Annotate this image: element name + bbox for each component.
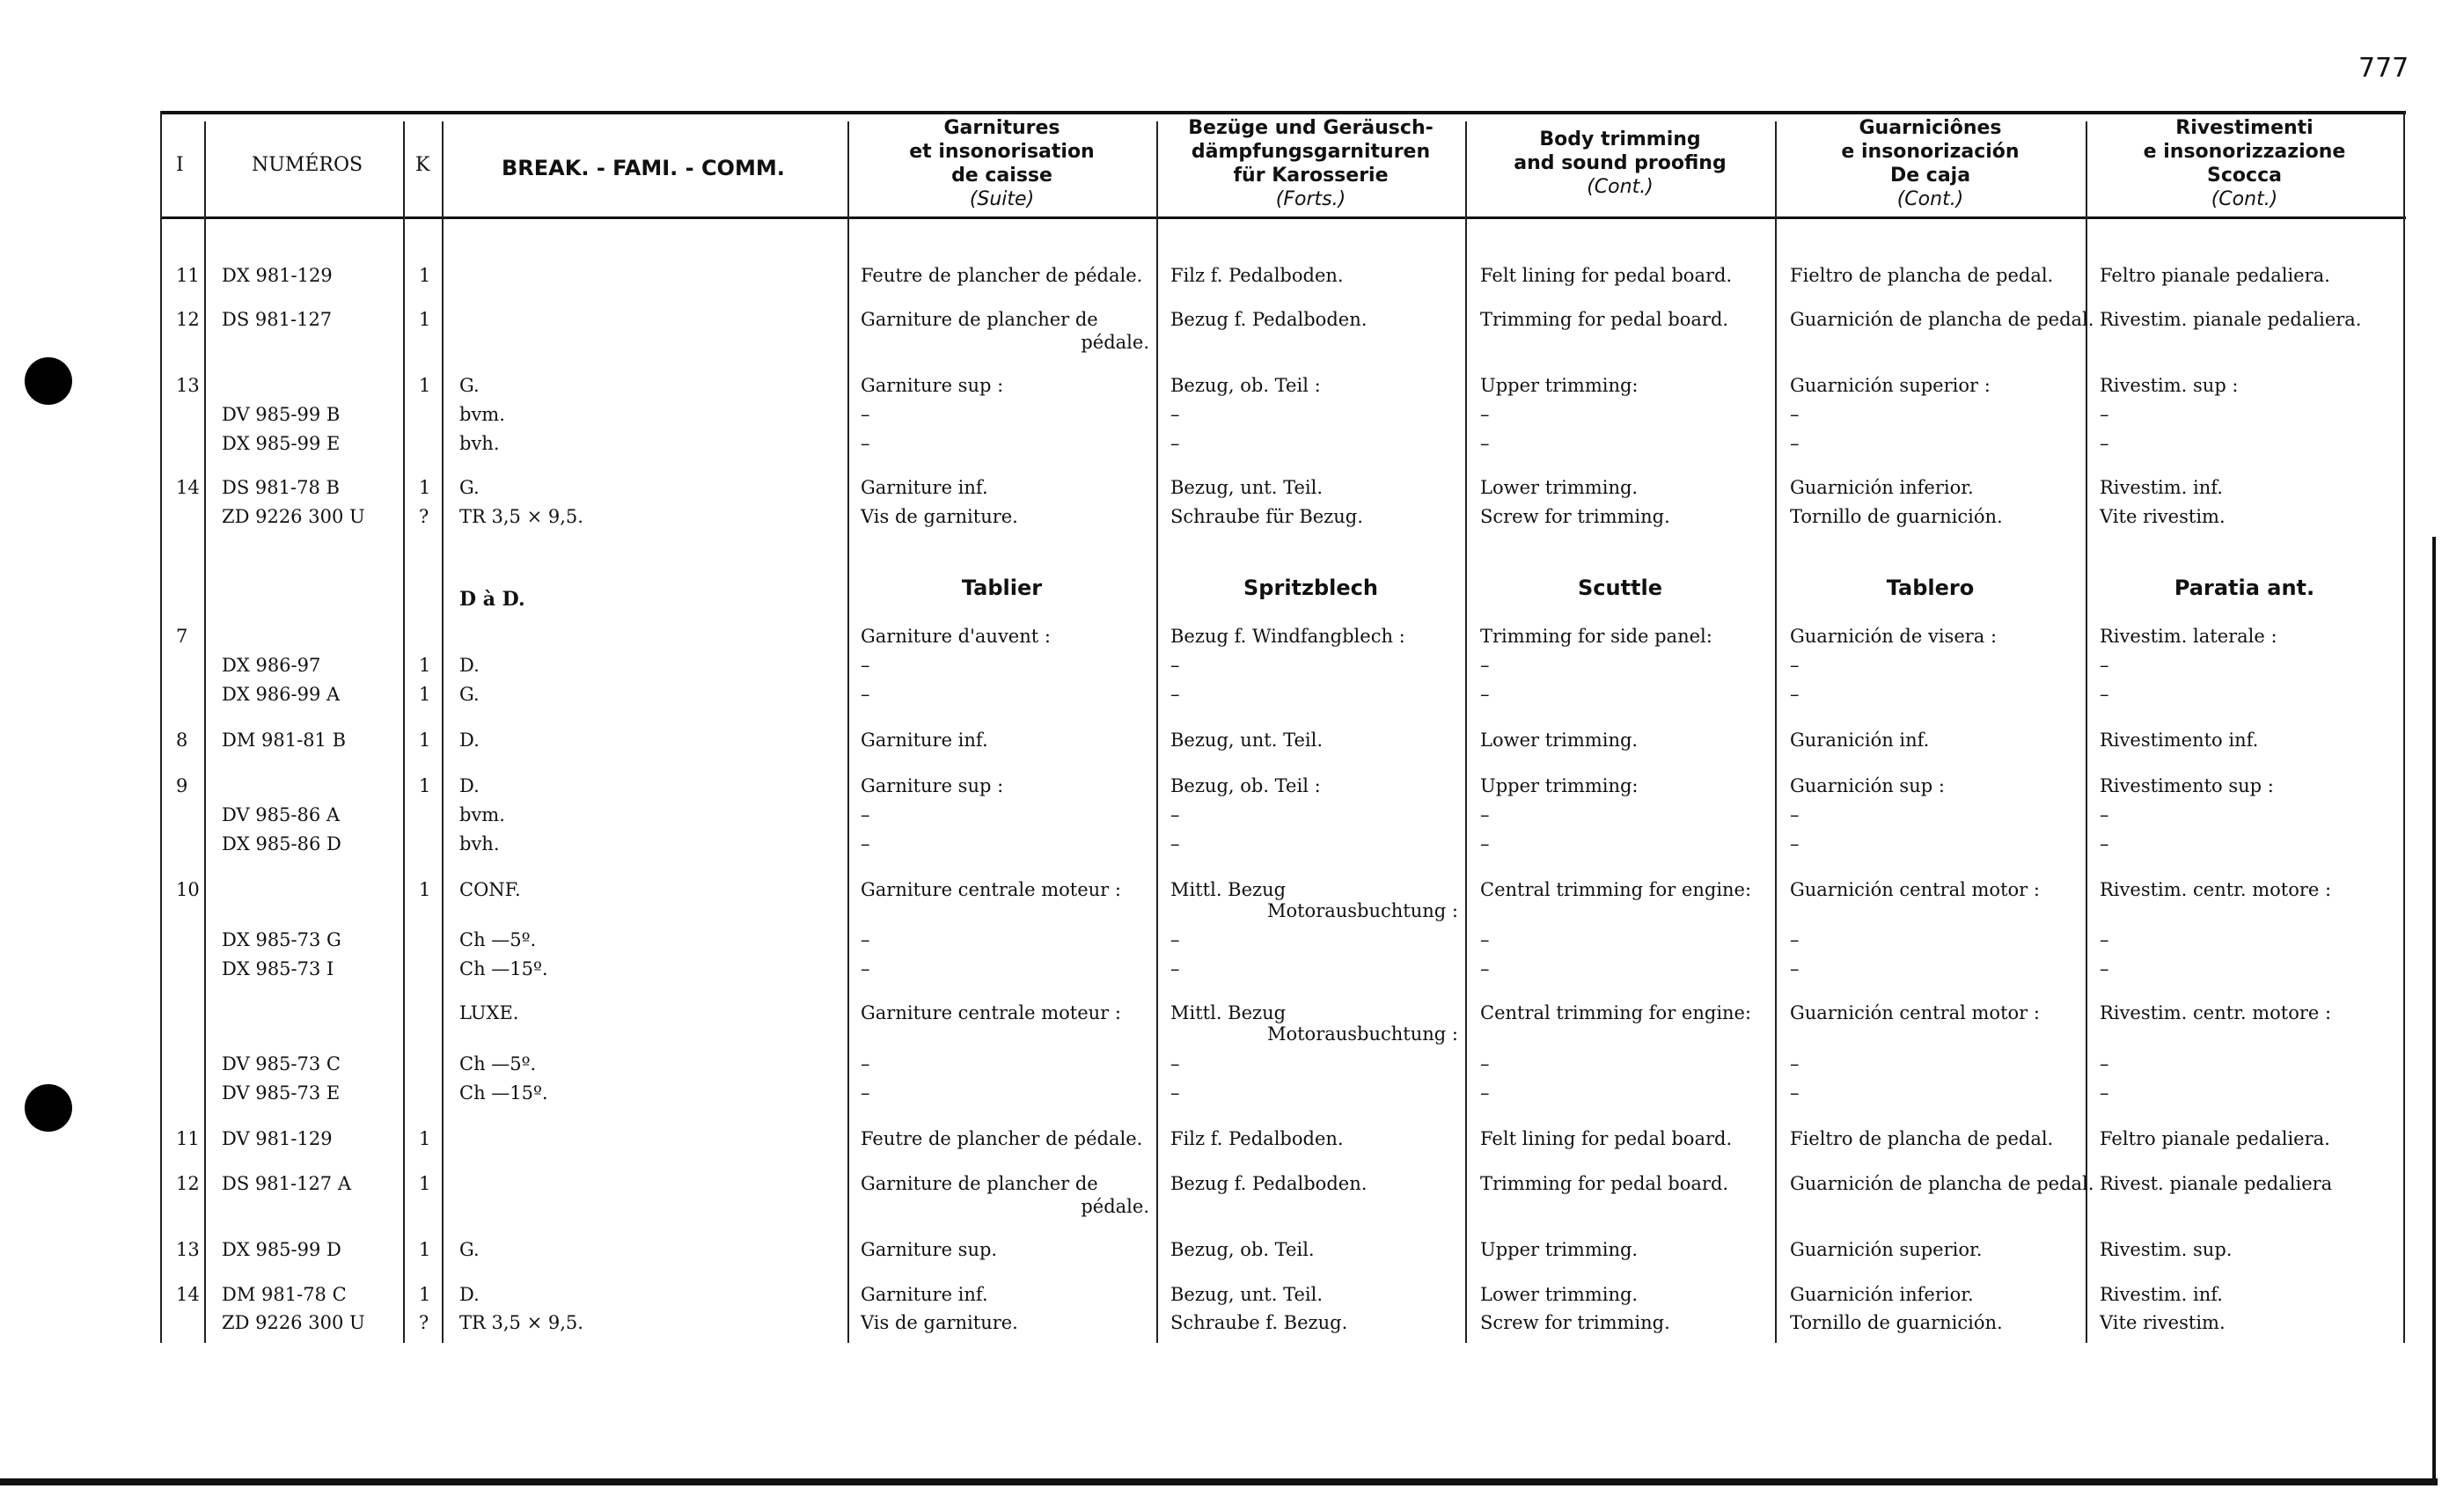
row-variant: CONF. (459, 879, 521, 900)
col-sep-numeros (403, 121, 405, 1343)
desc-de: Bezug, ob. Teil : (1170, 775, 1321, 796)
row-index: 11 (176, 1128, 200, 1149)
desc-es: – (1790, 958, 1800, 979)
desc-en: Central trimming for engine: (1480, 1002, 1752, 1023)
desc-de: – (1170, 958, 1180, 979)
table-top-border (160, 111, 2406, 114)
desc-en: Screw for trimming. (1480, 1312, 1670, 1333)
header-col-es: Guarniciônes e insonorización De caja (Cont.) (1841, 117, 2020, 210)
desc-de: Bezug f. Pedalboden. (1170, 1173, 1368, 1194)
desc-es: – (1790, 1082, 1800, 1104)
desc-it: Rivestim. laterale : (2100, 626, 2277, 647)
part-number: DV 985-73 E (222, 1082, 341, 1104)
row-quantity: 1 (419, 265, 431, 286)
row-quantity: 1 (419, 477, 431, 498)
part-number: DS 981-127 (222, 309, 333, 330)
desc-es: Guarnición inferior. (1790, 1284, 1974, 1305)
header-col-break: BREAK. - FAMI. - COMM. (502, 156, 785, 180)
desc-fr: Garniture centrale moteur : (861, 879, 1121, 900)
desc-en: – (1480, 433, 1490, 454)
desc-fr: – (861, 655, 870, 676)
row-index: 13 (176, 375, 200, 396)
desc-de: Bezug, unt. Teil. (1170, 1284, 1323, 1305)
desc-fr: Feutre de plancher de pédale. (861, 1128, 1143, 1149)
desc-de: Bezug, unt. Teil. (1170, 730, 1323, 751)
row-variant: D. (459, 1284, 480, 1305)
row-variant: bvh. (459, 833, 500, 854)
desc-en: Upper trimming: (1480, 775, 1639, 796)
desc-es: Guarnición de visera : (1790, 626, 1998, 647)
desc-en: – (1480, 958, 1490, 979)
col-sep-right (2403, 111, 2405, 1343)
desc-it: – (2100, 804, 2109, 825)
desc-en: Lower trimming. (1480, 477, 1639, 498)
part-number: DX 981-129 (222, 265, 333, 286)
row-quantity: 1 (419, 1239, 431, 1260)
desc-it: Feltro pianale pedaliera. (2100, 1128, 2330, 1149)
desc-it: – (2100, 1053, 2109, 1074)
desc-es: – (1790, 655, 1800, 676)
row-variant: bvm. (459, 804, 505, 825)
desc-it: Rivestimento inf. (2100, 730, 2259, 751)
desc-de: Filz f. Pedalboden. (1170, 265, 1344, 286)
desc-de: Bezug, ob. Teil. (1170, 1239, 1315, 1260)
desc-fr: – (861, 404, 870, 425)
desc-en: Trimming for pedal board. (1480, 309, 1729, 330)
header-col-i: I (176, 154, 184, 176)
desc-en: Central trimming for engine: (1480, 879, 1752, 900)
desc-fr: Vis de garniture. (861, 1312, 1018, 1333)
section-tablier-fr: Tablier (961, 576, 1043, 600)
desc-fr: Garniture sup. (861, 1239, 998, 1260)
desc-it: Rivestim. sup : (2100, 375, 2239, 396)
desc-it: Vite rivestim. (2100, 506, 2226, 527)
row-index: 12 (176, 1173, 200, 1194)
row-quantity: 1 (419, 655, 431, 676)
row-index: 7 (176, 626, 188, 647)
row-variant: D. (459, 655, 480, 676)
desc-it: – (2100, 433, 2109, 454)
desc-fr: – (861, 958, 870, 979)
part-number: DM 981-81 B (222, 730, 347, 751)
part-number: ZD 9226 300 U (222, 506, 365, 527)
desc-de-continued: Motorausbuchtung : (1266, 900, 1458, 921)
row-quantity: 1 (419, 375, 431, 396)
desc-it: – (2100, 684, 2109, 705)
desc-en: – (1480, 804, 1490, 825)
desc-de: – (1170, 684, 1180, 705)
row-index: 9 (176, 775, 188, 796)
desc-de: – (1170, 1053, 1180, 1074)
desc-es: Guarnición central motor : (1790, 879, 2040, 900)
desc-de: – (1170, 655, 1180, 676)
section-tablier-it: Paratia ant. (2174, 576, 2315, 600)
desc-en: – (1480, 404, 1490, 425)
desc-it: Rivestimento sup : (2100, 775, 2274, 796)
desc-en: – (1480, 684, 1490, 705)
row-variant: TR 3,5 × 9,5. (459, 1312, 583, 1333)
part-number: DS 981-127 A (222, 1173, 351, 1194)
section-tablier-de: Spritzblech (1243, 576, 1378, 600)
desc-es: Fieltro de plancha de pedal. (1790, 265, 2054, 286)
desc-es: – (1790, 404, 1800, 425)
part-number: DX 985-73 G (222, 929, 341, 950)
row-variant: Ch —5º. (459, 929, 537, 950)
row-index: 12 (176, 309, 200, 330)
col-sep-fr (1156, 121, 1158, 1343)
desc-de: Bezug, unt. Teil. (1170, 477, 1323, 498)
header-col-de: Bezüge und Geräusch- dämpfungsgarnituren für Karosserie (Forts.) (1188, 117, 1434, 210)
desc-it: – (2100, 655, 2109, 676)
desc-fr: Garniture inf. (861, 1284, 988, 1305)
row-quantity: 1 (419, 730, 431, 751)
row-index: 14 (176, 1284, 200, 1305)
header-col-it: Rivestimenti e insonorizzazione Scocca (Cont.) (2143, 117, 2346, 210)
row-index: 8 (176, 730, 188, 751)
col-sep-left (160, 111, 162, 1343)
header-rule (160, 216, 2406, 219)
part-number: DX 986-97 (222, 655, 321, 676)
desc-en: Lower trimming. (1480, 1284, 1639, 1305)
desc-en: Felt lining for pedal board. (1480, 1128, 1733, 1149)
col-sep-i (204, 121, 206, 1343)
col-sep-k (442, 121, 444, 1343)
col-sep-es (2086, 121, 2087, 1343)
part-number: DX 985-73 I (222, 958, 334, 979)
desc-it: Vite rivestim. (2100, 1312, 2226, 1333)
row-variant: G. (459, 1239, 480, 1260)
desc-it: Rivestim. inf. (2100, 477, 2223, 498)
desc-it: – (2100, 1082, 2109, 1104)
desc-es: – (1790, 804, 1800, 825)
desc-it: Rivestim. pianale pedaliera. (2100, 309, 2362, 330)
row-quantity: 1 (419, 1284, 431, 1305)
row-variant: D. (459, 775, 480, 796)
page-number: 777 (2358, 53, 2409, 84)
part-number: DS 981-78 B (222, 477, 340, 498)
header-col-k: K (415, 154, 430, 176)
col-sep-de (1465, 121, 1467, 1343)
desc-en: Lower trimming. (1480, 730, 1639, 751)
header-col-en: Body trimming and sound proofing (Cont.) (1514, 128, 1727, 198)
row-quantity: ? (419, 1312, 429, 1333)
desc-it: – (2100, 404, 2109, 425)
desc-de: Schraube f. Bezug. (1170, 1312, 1348, 1333)
punch-hole-top (25, 357, 72, 405)
desc-fr: Vis de garniture. (861, 506, 1018, 527)
row-quantity: ? (419, 506, 429, 527)
desc-de: – (1170, 433, 1180, 454)
desc-en: – (1480, 833, 1490, 854)
part-number: DX 985-99 D (222, 1239, 341, 1260)
desc-fr: Feutre de plancher de pédale. (861, 265, 1143, 286)
desc-it: – (2100, 833, 2109, 854)
desc-fr-continued: pédale. (1081, 332, 1149, 353)
desc-es: – (1790, 684, 1800, 705)
col-sep-break (847, 121, 849, 1343)
desc-es: Tornillo de guarnición. (1790, 1312, 2003, 1333)
punch-hole-bottom (25, 1084, 72, 1132)
desc-it: Rivestim. centr. motore : (2100, 1002, 2332, 1023)
part-number: DV 981-129 (222, 1128, 333, 1149)
desc-de: – (1170, 833, 1180, 854)
desc-es: Guarnición superior. (1790, 1239, 1983, 1260)
desc-es: Guranición inf. (1790, 730, 1930, 751)
row-variant: TR 3,5 × 9,5. (459, 506, 583, 527)
desc-es: – (1790, 929, 1800, 950)
desc-fr-continued: pédale. (1081, 1196, 1149, 1217)
page-right-edge (2432, 537, 2436, 1482)
desc-en: Screw for trimming. (1480, 506, 1670, 527)
desc-en: Upper trimming. (1480, 1239, 1639, 1260)
part-number: DV 985-99 B (222, 404, 341, 425)
desc-es: Guarnición inferior. (1790, 477, 1974, 498)
row-variant: bvm. (459, 404, 505, 425)
desc-it: – (2100, 929, 2109, 950)
col-sep-en (1775, 121, 1777, 1343)
desc-es: Guarnición superior : (1790, 375, 1991, 396)
desc-es: Guarnición de plancha de pedal. (1790, 1173, 2094, 1194)
desc-de: Mittl. Bezug (1170, 879, 1287, 900)
row-variant: LUXE. (459, 1002, 519, 1023)
row-quantity: 1 (419, 1128, 431, 1149)
desc-de: Bezug f. Pedalboden. (1170, 309, 1368, 330)
desc-fr: Garniture de plancher de (861, 1173, 1098, 1194)
part-number: DM 981-78 C (222, 1284, 347, 1305)
row-variant: Ch —5º. (459, 1053, 537, 1074)
part-number: ZD 9226 300 U (222, 1312, 365, 1333)
desc-en: Felt lining for pedal board. (1480, 265, 1733, 286)
row-variant: G. (459, 684, 480, 705)
part-number: DX 985-99 E (222, 433, 341, 454)
row-quantity: 1 (419, 1173, 431, 1194)
desc-de: Bezug, ob. Teil : (1170, 375, 1321, 396)
desc-it: Rivest. pianale pedaliera (2100, 1173, 2333, 1194)
row-index: 11 (176, 265, 200, 286)
row-variant: G. (459, 375, 480, 396)
part-number: DX 986-99 A (222, 684, 341, 705)
desc-fr: – (861, 684, 870, 705)
part-number: DV 985-73 C (222, 1053, 341, 1074)
desc-en: – (1480, 655, 1490, 676)
desc-fr: Garniture sup : (861, 775, 1004, 796)
desc-es: Guarnición de plancha de pedal. (1790, 309, 2094, 330)
desc-de: Filz f. Pedalboden. (1170, 1128, 1344, 1149)
row-index: 14 (176, 477, 200, 498)
page-bottom-rule (0, 1478, 2438, 1485)
desc-it: Rivestim. sup. (2100, 1239, 2233, 1260)
desc-de-continued: Motorausbuchtung : (1266, 1023, 1458, 1045)
row-variant: Ch —15º. (459, 1082, 548, 1104)
row-quantity: 1 (419, 879, 431, 900)
desc-es: Guarnición central motor : (1790, 1002, 2040, 1023)
row-variant: D. (459, 730, 480, 751)
section-tablier-break: D à D. (459, 588, 525, 611)
desc-en: – (1480, 1053, 1490, 1074)
desc-de: – (1170, 804, 1180, 825)
desc-fr: – (861, 433, 870, 454)
desc-fr: Garniture sup : (861, 375, 1004, 396)
desc-es: Guarnición sup : (1790, 775, 1945, 796)
desc-fr: Garniture de plancher de (861, 309, 1098, 330)
section-tablier-es: Tablero (1886, 576, 1975, 600)
desc-de: – (1170, 404, 1180, 425)
desc-en: – (1480, 1082, 1490, 1104)
header-col-numeros: NUMÉROS (252, 154, 363, 176)
part-number: DX 985-86 D (222, 833, 341, 854)
desc-it: Feltro pianale pedaliera. (2100, 265, 2330, 286)
desc-en: Trimming for pedal board. (1480, 1173, 1729, 1194)
desc-fr: – (861, 1053, 870, 1074)
section-tablier-en: Scuttle (1577, 576, 1663, 600)
desc-it: – (2100, 958, 2109, 979)
desc-de: Mittl. Bezug (1170, 1002, 1287, 1023)
desc-es: – (1790, 833, 1800, 854)
row-index: 10 (176, 879, 200, 900)
desc-fr: Garniture centrale moteur : (861, 1002, 1121, 1023)
desc-it: Rivestim. inf. (2100, 1284, 2223, 1305)
desc-es: Fieltro de plancha de pedal. (1790, 1128, 2054, 1149)
row-quantity: 1 (419, 775, 431, 796)
row-quantity: 1 (419, 309, 431, 330)
row-index: 13 (176, 1239, 200, 1260)
desc-fr: – (861, 929, 870, 950)
desc-fr: – (861, 833, 870, 854)
desc-de: – (1170, 929, 1180, 950)
desc-fr: – (861, 804, 870, 825)
desc-en: Trimming for side panel: (1480, 626, 1712, 647)
desc-de: – (1170, 1082, 1180, 1104)
row-variant: G. (459, 477, 480, 498)
desc-de: Schraube für Bezug. (1170, 506, 1363, 527)
desc-es: – (1790, 433, 1800, 454)
desc-de: Bezug f. Windfangblech : (1170, 626, 1405, 647)
desc-en: Upper trimming: (1480, 375, 1639, 396)
desc-es: – (1790, 1053, 1800, 1074)
desc-it: Rivestim. centr. motore : (2100, 879, 2332, 900)
desc-es: Tornillo de guarnición. (1790, 506, 2003, 527)
desc-fr: Garniture inf. (861, 730, 988, 751)
row-variant: bvh. (459, 433, 500, 454)
desc-fr: Garniture inf. (861, 477, 988, 498)
row-variant: Ch —15º. (459, 958, 548, 979)
desc-fr: – (861, 1082, 870, 1104)
part-number: DV 985-86 A (222, 804, 341, 825)
desc-fr: Garniture d'auvent : (861, 626, 1051, 647)
row-quantity: 1 (419, 684, 431, 705)
header-col-fr: Garnitures et insonorisation de caisse (Suite) (909, 117, 1095, 210)
desc-en: – (1480, 929, 1490, 950)
